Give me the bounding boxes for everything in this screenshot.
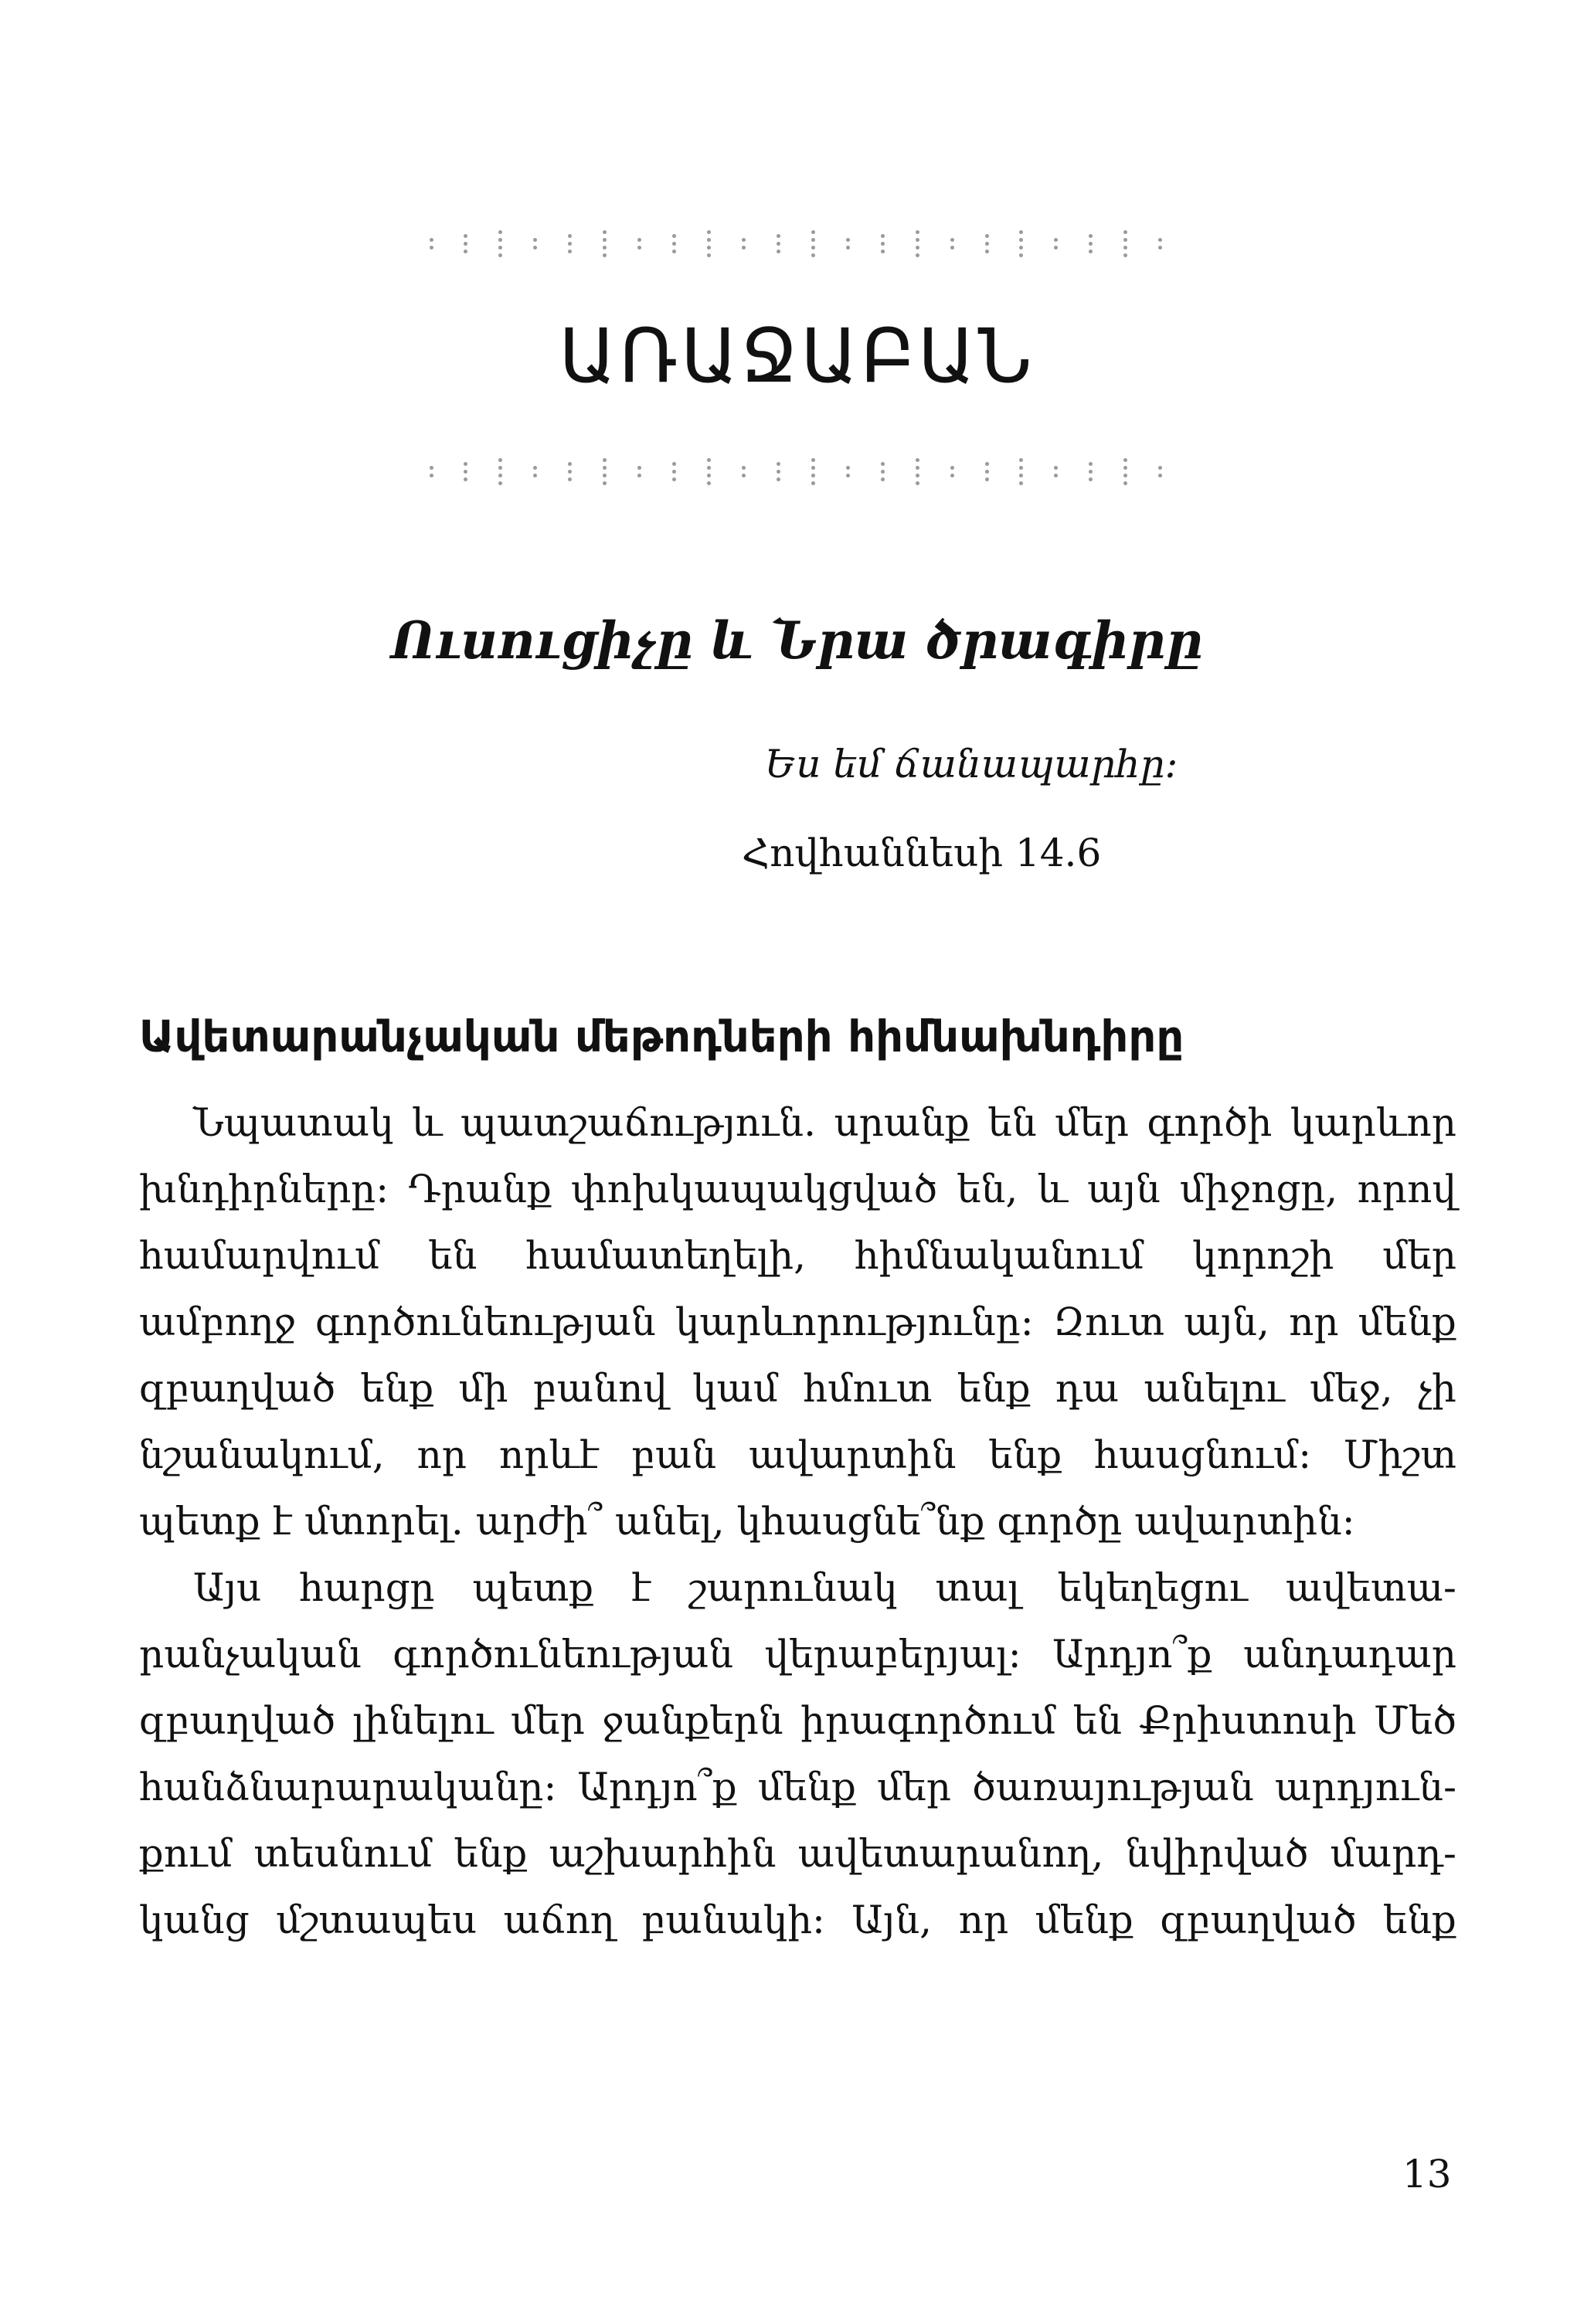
text-line: քում տեսնում ենք աշխարհին ավետարանող, նվիրված մարդ- — [139, 1831, 1456, 1876]
subtitle: Ուսուցիչը և Նրա ծրագիրը — [391, 610, 1203, 671]
text-line: Նպատակ և պատշաճություն. սրանք են մեր գործի կարևոր — [193, 1100, 1456, 1145]
chapter-title: ԱՌԱՋԱԲԱՆ — [559, 313, 1035, 399]
text-line: րանչական գործունեության վերաբերյալ: Արդյո՞ք անդադար — [139, 1632, 1456, 1677]
epigraph-reference: Հովհաննեսի 14.6 — [742, 831, 1102, 875]
text-line: Այս հարցը պետք է շարունակ տալ եկեղեցու ավետա- — [193, 1565, 1456, 1610]
text-line: խնդիրները: Դրանք փոխկապակցված են, և այն միջոցը, որով — [139, 1167, 1456, 1211]
bottom-ornament — [429, 456, 1163, 487]
section-heading: Ավետարանչական մեթոդների հիմնախնդիրը — [139, 1012, 1184, 1062]
text-line: զբաղված լինելու մեր ջանքերն իրագործում են Քրիստոսի Մեծ — [139, 1698, 1456, 1743]
text-line: ամբողջ գործունեության կարևորությունը: Զուտ այն, որ մենք — [139, 1300, 1456, 1344]
text-line: համարվում են համատեղելի, հիմնականում կորոշի մեր — [139, 1233, 1456, 1278]
body-text — [139, 1089, 1456, 1953]
page-number: 13 — [1402, 2152, 1452, 2197]
text-line: հանձնարարականը: Արդյո՞ք մենք մեր ծառայության արդյուն- — [139, 1765, 1456, 1809]
epigraph: Ես եմ ճանապարհը: — [765, 742, 1178, 787]
text-line: պետք է մտորել. արժի՞ անել, կհասցնե՞նք գործը ավարտին: — [139, 1499, 1355, 1544]
text-line: նշանակում, որ որևէ բան ավարտին ենք հասցնում: Միշտ — [139, 1432, 1456, 1477]
top-ornament — [429, 228, 1163, 259]
text-line: կանց մշտապես աճող բանակի: Այն, որ մենք զբաղված ենք — [139, 1898, 1456, 1942]
text-line: զբաղված ենք մի բանով կամ հմուտ ենք դա անելու մեջ, չի — [139, 1366, 1456, 1411]
